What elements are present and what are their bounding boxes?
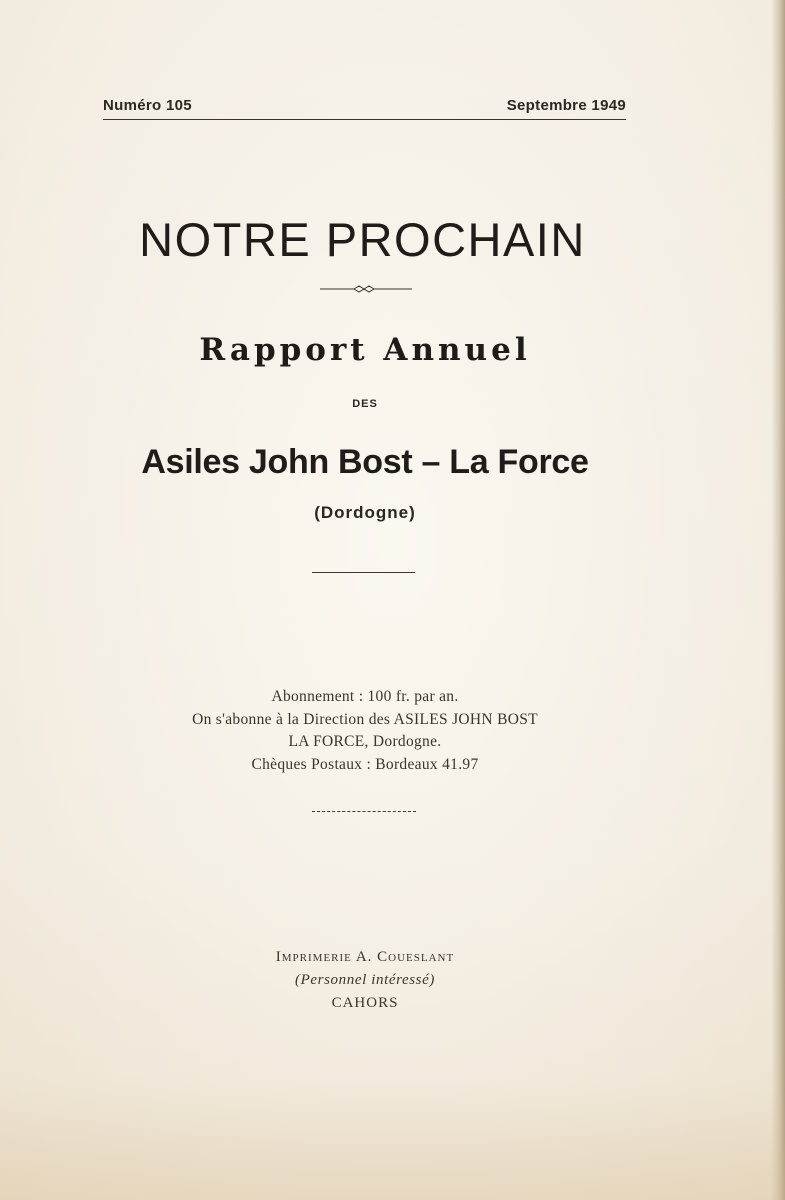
- printer-imprint: [0, 946, 730, 1015]
- subscription-price: Abonnement : 100 fr. par an.: [271, 688, 459, 705]
- header-rule: [103, 119, 626, 120]
- page-title: NOTRE PROCHAIN: [139, 213, 586, 266]
- connector-word: DES: [352, 398, 378, 410]
- subscription-divider: [312, 811, 416, 812]
- header-row: [103, 97, 626, 114]
- page-foot-stain: [0, 1080, 785, 1200]
- subscription-postal-account: Chèques Postaux : Bordeaux 41.97: [251, 755, 479, 773]
- page-edge-shadow: [771, 0, 785, 1200]
- printer-name: Imprimerie A. Coueslant: [275, 949, 455, 965]
- issue-date: Septembre 1949: [506, 97, 626, 114]
- printer-note: (Personnel intéressé): [295, 972, 435, 988]
- issue-number: Numéro 105: [103, 97, 192, 114]
- report-subtitle: Rapport Annuel: [199, 332, 531, 368]
- printer-city: CAHORS: [331, 995, 399, 1011]
- subscription-direction: On s'abonne à la Direction des ASILES JOHN BOST: [192, 710, 538, 728]
- header: [103, 97, 626, 120]
- ornament-divider: [320, 283, 412, 295]
- subscription-info: [150, 686, 580, 776]
- region-name: (Dordogne): [314, 503, 416, 522]
- ornament-flourish-icon: [354, 286, 374, 292]
- subscription-address: LA FORCE, Dordogne.: [288, 733, 442, 750]
- institution-name: Asiles John Bost – La Force: [141, 443, 589, 481]
- section-divider: [312, 572, 415, 573]
